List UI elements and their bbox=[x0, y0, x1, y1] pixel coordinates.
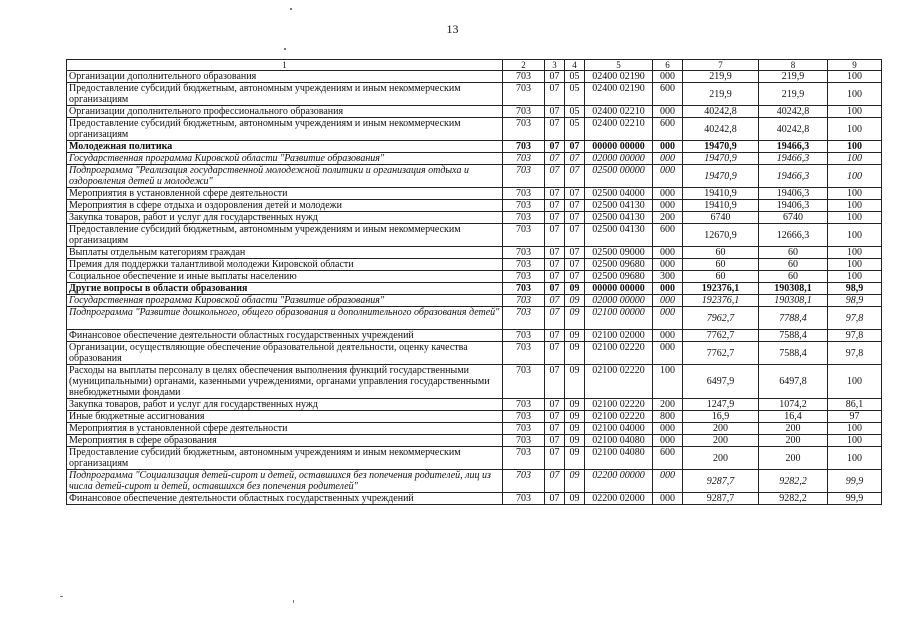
expense-type-cell: 300 bbox=[653, 271, 683, 283]
actual-amount-cell: 1074,2 bbox=[759, 399, 828, 411]
percent-cell: 100 bbox=[828, 247, 882, 259]
table-row bbox=[67, 411, 882, 423]
target-article-cell: 00000 00000 bbox=[585, 283, 653, 295]
table-body bbox=[67, 60, 882, 505]
target-article-cell: 02100 02220 bbox=[585, 365, 653, 399]
row-name-cell: Предоставление субсидий бюджетным, автономным учреждениям и иным некоммерческим организациям bbox=[67, 118, 503, 141]
code-admin-cell: 703 bbox=[503, 247, 545, 259]
section-cell: 07 bbox=[545, 247, 565, 259]
plan-amount-cell: 7762,7 bbox=[683, 330, 759, 342]
target-article-cell: 02500 04130 bbox=[585, 200, 653, 212]
subsection-cell: 05 bbox=[565, 71, 585, 83]
header-cell: 8 bbox=[759, 60, 828, 71]
row-name-cell: Иные бюджетные ассигнования bbox=[67, 411, 503, 423]
section-cell: 07 bbox=[545, 447, 565, 470]
section-cell: 07 bbox=[545, 153, 565, 165]
target-article-cell: 02100 04080 bbox=[585, 435, 653, 447]
expense-type-cell: 000 bbox=[653, 106, 683, 118]
target-article-cell: 02400 02210 bbox=[585, 118, 653, 141]
actual-amount-cell: 9282,2 bbox=[759, 470, 828, 493]
subsection-cell: 07 bbox=[565, 200, 585, 212]
actual-amount-cell: 9282,2 bbox=[759, 493, 828, 505]
code-admin-cell: 703 bbox=[503, 259, 545, 271]
percent-cell: 100 bbox=[828, 224, 882, 247]
target-article-cell: 02400 02190 bbox=[585, 83, 653, 106]
actual-amount-cell: 7588,4 bbox=[759, 342, 828, 365]
table-row bbox=[67, 212, 882, 224]
plan-amount-cell: 16,9 bbox=[683, 411, 759, 423]
scan-speck bbox=[60, 596, 63, 597]
row-name-cell: Предоставление субсидий бюджетным, автономным учреждениям и иным некоммерческим организациям bbox=[67, 447, 503, 470]
code-admin-cell: 703 bbox=[503, 411, 545, 423]
table-row bbox=[67, 493, 882, 505]
plan-amount-cell: 219,9 bbox=[683, 71, 759, 83]
plan-amount-cell: 192376,1 bbox=[683, 283, 759, 295]
target-article-cell: 02400 02190 bbox=[585, 71, 653, 83]
subsection-cell: 07 bbox=[565, 224, 585, 247]
subsection-cell: 09 bbox=[565, 411, 585, 423]
table-row bbox=[67, 188, 882, 200]
expense-type-cell: 000 bbox=[653, 423, 683, 435]
target-article-cell: 02500 09680 bbox=[585, 271, 653, 283]
percent-cell: 100 bbox=[828, 200, 882, 212]
code-admin-cell: 703 bbox=[503, 106, 545, 118]
code-admin-cell: 703 bbox=[503, 423, 545, 435]
subsection-cell: 09 bbox=[565, 435, 585, 447]
percent-cell: 100 bbox=[828, 118, 882, 141]
table-row bbox=[67, 307, 882, 330]
plan-amount-cell: 7762,7 bbox=[683, 342, 759, 365]
table-row bbox=[67, 435, 882, 447]
subsection-cell: 07 bbox=[565, 165, 585, 188]
actual-amount-cell: 200 bbox=[759, 447, 828, 470]
target-article-cell: 02500 04130 bbox=[585, 212, 653, 224]
expense-type-cell: 600 bbox=[653, 118, 683, 141]
table-row bbox=[67, 71, 882, 83]
expense-type-cell: 600 bbox=[653, 447, 683, 470]
code-admin-cell: 703 bbox=[503, 342, 545, 365]
subsection-cell: 07 bbox=[565, 247, 585, 259]
section-cell: 07 bbox=[545, 224, 565, 247]
section-cell: 07 bbox=[545, 118, 565, 141]
section-cell: 07 bbox=[545, 188, 565, 200]
subsection-cell: 07 bbox=[565, 259, 585, 271]
header-cell: 6 bbox=[653, 60, 683, 71]
percent-cell: 100 bbox=[828, 71, 882, 83]
section-cell: 07 bbox=[545, 423, 565, 435]
expense-type-cell: 600 bbox=[653, 83, 683, 106]
code-admin-cell: 703 bbox=[503, 271, 545, 283]
code-admin-cell: 703 bbox=[503, 399, 545, 411]
row-name-cell: Другие вопросы в области образования bbox=[67, 283, 503, 295]
expense-type-cell: 000 bbox=[653, 153, 683, 165]
actual-amount-cell: 219,9 bbox=[759, 83, 828, 106]
row-name-cell: Организации, осуществляющие обеспечение образовательной деятельности, оценку качества образования bbox=[67, 342, 503, 365]
plan-amount-cell: 9287,7 bbox=[683, 470, 759, 493]
percent-cell: 100 bbox=[828, 83, 882, 106]
percent-cell: 100 bbox=[828, 447, 882, 470]
plan-amount-cell: 60 bbox=[683, 259, 759, 271]
row-name-cell: Организации дополнительного образования bbox=[67, 71, 503, 83]
section-cell: 07 bbox=[545, 106, 565, 118]
plan-amount-cell: 7962,7 bbox=[683, 307, 759, 330]
code-admin-cell: 703 bbox=[503, 283, 545, 295]
target-article-cell: 02500 09000 bbox=[585, 247, 653, 259]
section-cell: 07 bbox=[545, 295, 565, 307]
plan-amount-cell: 40242,8 bbox=[683, 118, 759, 141]
code-admin-cell: 703 bbox=[503, 212, 545, 224]
percent-cell: 99,9 bbox=[828, 470, 882, 493]
row-name-cell: Закупка товаров, работ и услуг для государственных нужд bbox=[67, 212, 503, 224]
header-cell: 2 bbox=[503, 60, 545, 71]
table-row bbox=[67, 118, 882, 141]
percent-cell: 99,9 bbox=[828, 493, 882, 505]
code-admin-cell: 703 bbox=[503, 435, 545, 447]
section-cell: 07 bbox=[545, 141, 565, 153]
expense-type-cell: 100 bbox=[653, 365, 683, 399]
expense-type-cell: 000 bbox=[653, 435, 683, 447]
code-admin-cell: 703 bbox=[503, 200, 545, 212]
page-number: 13 bbox=[446, 22, 459, 36]
subsection-cell: 09 bbox=[565, 365, 585, 399]
expense-type-cell: 200 bbox=[653, 399, 683, 411]
target-article-cell: 02200 02000 bbox=[585, 493, 653, 505]
row-name-cell: Финансовое обеспечение деятельности областных государственных учреждений bbox=[67, 493, 503, 505]
target-article-cell: 02100 02220 bbox=[585, 342, 653, 365]
subsection-cell: 07 bbox=[565, 141, 585, 153]
subsection-cell: 09 bbox=[565, 307, 585, 330]
subsection-cell: 07 bbox=[565, 271, 585, 283]
row-name-cell: Предоставление субсидий бюджетным, автономным учреждениям и иным некоммерческим организациям bbox=[67, 224, 503, 247]
section-cell: 07 bbox=[545, 342, 565, 365]
code-admin-cell: 703 bbox=[503, 153, 545, 165]
target-article-cell: 02100 02220 bbox=[585, 411, 653, 423]
expense-type-cell: 000 bbox=[653, 470, 683, 493]
expense-type-cell: 000 bbox=[653, 247, 683, 259]
subsection-cell: 09 bbox=[565, 342, 585, 365]
row-name-cell: Мероприятия в сфере образования bbox=[67, 435, 503, 447]
table-row bbox=[67, 295, 882, 307]
section-cell: 07 bbox=[545, 470, 565, 493]
section-cell: 07 bbox=[545, 435, 565, 447]
row-name-cell: Премия для поддержки талантливой молодежи Кировской области bbox=[67, 259, 503, 271]
header-cell: 5 bbox=[585, 60, 653, 71]
table-row bbox=[67, 83, 882, 106]
code-admin-cell: 703 bbox=[503, 71, 545, 83]
percent-cell: 100 bbox=[828, 259, 882, 271]
section-cell: 07 bbox=[545, 307, 565, 330]
percent-cell: 100 bbox=[828, 365, 882, 399]
actual-amount-cell: 16,4 bbox=[759, 411, 828, 423]
actual-amount-cell: 60 bbox=[759, 271, 828, 283]
subsection-cell: 07 bbox=[565, 153, 585, 165]
code-admin-cell: 703 bbox=[503, 188, 545, 200]
plan-amount-cell: 40242,8 bbox=[683, 106, 759, 118]
plan-amount-cell: 200 bbox=[683, 435, 759, 447]
code-admin-cell: 703 bbox=[503, 365, 545, 399]
actual-amount-cell: 19466,3 bbox=[759, 141, 828, 153]
table-row bbox=[67, 247, 882, 259]
actual-amount-cell: 7588,4 bbox=[759, 330, 828, 342]
table-row bbox=[67, 399, 882, 411]
target-article-cell: 02100 04080 bbox=[585, 447, 653, 470]
percent-cell: 100 bbox=[828, 141, 882, 153]
target-article-cell: 02100 02220 bbox=[585, 399, 653, 411]
code-admin-cell: 703 bbox=[503, 493, 545, 505]
expense-type-cell: 000 bbox=[653, 330, 683, 342]
target-article-cell: 02100 00000 bbox=[585, 307, 653, 330]
actual-amount-cell: 190308,1 bbox=[759, 295, 828, 307]
row-name-cell: Социальное обеспечение и иные выплаты населению bbox=[67, 271, 503, 283]
budget-table bbox=[66, 59, 882, 505]
plan-amount-cell: 200 bbox=[683, 447, 759, 470]
plan-amount-cell: 19470,9 bbox=[683, 165, 759, 188]
plan-amount-cell: 6497,9 bbox=[683, 365, 759, 399]
subsection-cell: 09 bbox=[565, 470, 585, 493]
table-row bbox=[67, 447, 882, 470]
table-row bbox=[67, 330, 882, 342]
percent-cell: 100 bbox=[828, 423, 882, 435]
table-row bbox=[67, 283, 882, 295]
table-row bbox=[67, 153, 882, 165]
actual-amount-cell: 60 bbox=[759, 247, 828, 259]
plan-amount-cell: 60 bbox=[683, 271, 759, 283]
subsection-cell: 05 bbox=[565, 118, 585, 141]
percent-cell: 86,1 bbox=[828, 399, 882, 411]
table-row bbox=[67, 365, 882, 399]
table-row bbox=[67, 470, 882, 493]
actual-amount-cell: 200 bbox=[759, 435, 828, 447]
percent-cell: 100 bbox=[828, 271, 882, 283]
subsection-cell: 09 bbox=[565, 399, 585, 411]
percent-cell: 97,8 bbox=[828, 330, 882, 342]
percent-cell: 98,9 bbox=[828, 295, 882, 307]
row-name-cell: Финансовое обеспечение деятельности областных государственных учреждений bbox=[67, 330, 503, 342]
expense-type-cell: 000 bbox=[653, 200, 683, 212]
percent-cell: 97,8 bbox=[828, 342, 882, 365]
table-row bbox=[67, 165, 882, 188]
plan-amount-cell: 6740 bbox=[683, 212, 759, 224]
expense-type-cell: 000 bbox=[653, 493, 683, 505]
expense-type-cell: 000 bbox=[653, 283, 683, 295]
table-row bbox=[67, 141, 882, 153]
expense-type-cell: 000 bbox=[653, 307, 683, 330]
actual-amount-cell: 200 bbox=[759, 423, 828, 435]
target-article-cell: 02000 00000 bbox=[585, 295, 653, 307]
percent-cell: 98,9 bbox=[828, 283, 882, 295]
table-header-row bbox=[67, 60, 882, 71]
subsection-cell: 07 bbox=[565, 212, 585, 224]
actual-amount-cell: 60 bbox=[759, 259, 828, 271]
scan-speck bbox=[290, 8, 292, 10]
header-cell: 4 bbox=[565, 60, 585, 71]
row-name-cell: Мероприятия в установленной сфере деятельности bbox=[67, 423, 503, 435]
section-cell: 07 bbox=[545, 411, 565, 423]
target-article-cell: 02500 00000 bbox=[585, 165, 653, 188]
target-article-cell: 02500 04000 bbox=[585, 188, 653, 200]
subsection-cell: 09 bbox=[565, 493, 585, 505]
header-cell: 7 bbox=[683, 60, 759, 71]
row-name-cell: Расходы на выплаты персоналу в целях обеспечения выполнения функций государственными (муниципальными) органами, казенными учреждениями, органами управления государственными внебюджетными фондами bbox=[67, 365, 503, 399]
row-name-cell: Молодежная политика bbox=[67, 141, 503, 153]
row-name-cell: Государственная программа Кировской области "Развитие образования" bbox=[67, 295, 503, 307]
header-cell: 3 bbox=[545, 60, 565, 71]
expense-type-cell: 000 bbox=[653, 342, 683, 365]
expense-type-cell: 000 bbox=[653, 295, 683, 307]
expense-type-cell: 000 bbox=[653, 165, 683, 188]
code-admin-cell: 703 bbox=[503, 447, 545, 470]
code-admin-cell: 703 bbox=[503, 307, 545, 330]
plan-amount-cell: 19470,9 bbox=[683, 153, 759, 165]
percent-cell: 100 bbox=[828, 153, 882, 165]
subsection-cell: 09 bbox=[565, 447, 585, 470]
subsection-cell: 05 bbox=[565, 106, 585, 118]
percent-cell: 100 bbox=[828, 212, 882, 224]
subsection-cell: 09 bbox=[565, 423, 585, 435]
percent-cell: 100 bbox=[828, 188, 882, 200]
section-cell: 07 bbox=[545, 365, 565, 399]
actual-amount-cell: 19406,3 bbox=[759, 188, 828, 200]
actual-amount-cell: 12666,3 bbox=[759, 224, 828, 247]
section-cell: 07 bbox=[545, 493, 565, 505]
section-cell: 07 bbox=[545, 330, 565, 342]
expense-type-cell: 200 bbox=[653, 212, 683, 224]
actual-amount-cell: 190308,1 bbox=[759, 283, 828, 295]
code-admin-cell: 703 bbox=[503, 165, 545, 188]
actual-amount-cell: 6740 bbox=[759, 212, 828, 224]
actual-amount-cell: 19466,3 bbox=[759, 165, 828, 188]
percent-cell: 97 bbox=[828, 411, 882, 423]
actual-amount-cell: 19406,3 bbox=[759, 200, 828, 212]
subsection-cell: 05 bbox=[565, 83, 585, 106]
row-name-cell: Мероприятия в установленной сфере деятельности bbox=[67, 188, 503, 200]
row-name-cell: Мероприятия в сфере отдыха и оздоровления детей и молодежи bbox=[67, 200, 503, 212]
table-row bbox=[67, 259, 882, 271]
subsection-cell: 07 bbox=[565, 188, 585, 200]
section-cell: 07 bbox=[545, 165, 565, 188]
actual-amount-cell: 6497,8 bbox=[759, 365, 828, 399]
table-row bbox=[67, 224, 882, 247]
plan-amount-cell: 19410,9 bbox=[683, 188, 759, 200]
subsection-cell: 09 bbox=[565, 330, 585, 342]
percent-cell: 100 bbox=[828, 165, 882, 188]
actual-amount-cell: 40242,8 bbox=[759, 118, 828, 141]
expense-type-cell: 000 bbox=[653, 71, 683, 83]
target-article-cell: 02100 02000 bbox=[585, 330, 653, 342]
target-article-cell: 02200 00000 bbox=[585, 470, 653, 493]
section-cell: 07 bbox=[545, 83, 565, 106]
expense-type-cell: 000 bbox=[653, 259, 683, 271]
target-article-cell: 02400 02210 bbox=[585, 106, 653, 118]
section-cell: 07 bbox=[545, 259, 565, 271]
target-article-cell: 02000 00000 bbox=[585, 153, 653, 165]
section-cell: 07 bbox=[545, 212, 565, 224]
header-cell: 9 bbox=[828, 60, 882, 71]
actual-amount-cell: 7788,4 bbox=[759, 307, 828, 330]
code-admin-cell: 703 bbox=[503, 118, 545, 141]
percent-cell: 100 bbox=[828, 435, 882, 447]
code-admin-cell: 703 bbox=[503, 83, 545, 106]
plan-amount-cell: 200 bbox=[683, 423, 759, 435]
expense-type-cell: 000 bbox=[653, 188, 683, 200]
code-admin-cell: 703 bbox=[503, 224, 545, 247]
actual-amount-cell: 40242,8 bbox=[759, 106, 828, 118]
target-article-cell: 02500 09680 bbox=[585, 259, 653, 271]
actual-amount-cell: 19466,3 bbox=[759, 153, 828, 165]
plan-amount-cell: 19470,9 bbox=[683, 141, 759, 153]
header-cell: 1 bbox=[67, 60, 503, 71]
target-article-cell: 02100 04000 bbox=[585, 423, 653, 435]
percent-cell: 97,8 bbox=[828, 307, 882, 330]
table-row bbox=[67, 106, 882, 118]
section-cell: 07 bbox=[545, 399, 565, 411]
row-name-cell: Закупка товаров, работ и услуг для государственных нужд bbox=[67, 399, 503, 411]
row-name-cell: Подпрограмма "Развитие дошкольного, общего образования и дополнительного образования детей" bbox=[67, 307, 503, 330]
row-name-cell: Предоставление субсидий бюджетным, автономным учреждениям и иным некоммерческим организациям bbox=[67, 83, 503, 106]
plan-amount-cell: 19410,9 bbox=[683, 200, 759, 212]
row-name-cell: Выплаты отдельным категориям граждан bbox=[67, 247, 503, 259]
row-name-cell: Подпрограмма "Социализация детей-сирот и детей, оставшихся без попечения родителей, лиц из числа детей-сирот и детей, оставшихся без попечения родителей" bbox=[67, 470, 503, 493]
plan-amount-cell: 9287,7 bbox=[683, 493, 759, 505]
code-admin-cell: 703 bbox=[503, 470, 545, 493]
plan-amount-cell: 1247,9 bbox=[683, 399, 759, 411]
expense-type-cell: 600 bbox=[653, 224, 683, 247]
subsection-cell: 09 bbox=[565, 283, 585, 295]
table-row bbox=[67, 200, 882, 212]
expense-type-cell: 000 bbox=[653, 141, 683, 153]
table-row bbox=[67, 271, 882, 283]
section-cell: 07 bbox=[545, 71, 565, 83]
section-cell: 07 bbox=[545, 283, 565, 295]
percent-cell: 100 bbox=[828, 106, 882, 118]
expense-type-cell: 800 bbox=[653, 411, 683, 423]
code-admin-cell: 703 bbox=[503, 295, 545, 307]
row-name-cell: Организации дополнительного профессионального образования bbox=[67, 106, 503, 118]
subsection-cell: 09 bbox=[565, 295, 585, 307]
plan-amount-cell: 192376,1 bbox=[683, 295, 759, 307]
section-cell: 07 bbox=[545, 271, 565, 283]
code-admin-cell: 703 bbox=[503, 141, 545, 153]
table-row bbox=[67, 423, 882, 435]
code-admin-cell: 703 bbox=[503, 330, 545, 342]
section-cell: 07 bbox=[545, 200, 565, 212]
table-row bbox=[67, 342, 882, 365]
scan-speck bbox=[293, 600, 294, 603]
plan-amount-cell: 12670,9 bbox=[683, 224, 759, 247]
row-name-cell: Подпрограмма "Реализация государственной молодежной политики и организация отдыха и оздоровления детей и молодежи" bbox=[67, 165, 503, 188]
target-article-cell: 00000 00000 bbox=[585, 141, 653, 153]
scan-speck bbox=[284, 48, 286, 50]
row-name-cell: Государственная программа Кировской области "Развитие образования" bbox=[67, 153, 503, 165]
plan-amount-cell: 219,9 bbox=[683, 83, 759, 106]
target-article-cell: 02500 04130 bbox=[585, 224, 653, 247]
plan-amount-cell: 60 bbox=[683, 247, 759, 259]
actual-amount-cell: 219,9 bbox=[759, 71, 828, 83]
